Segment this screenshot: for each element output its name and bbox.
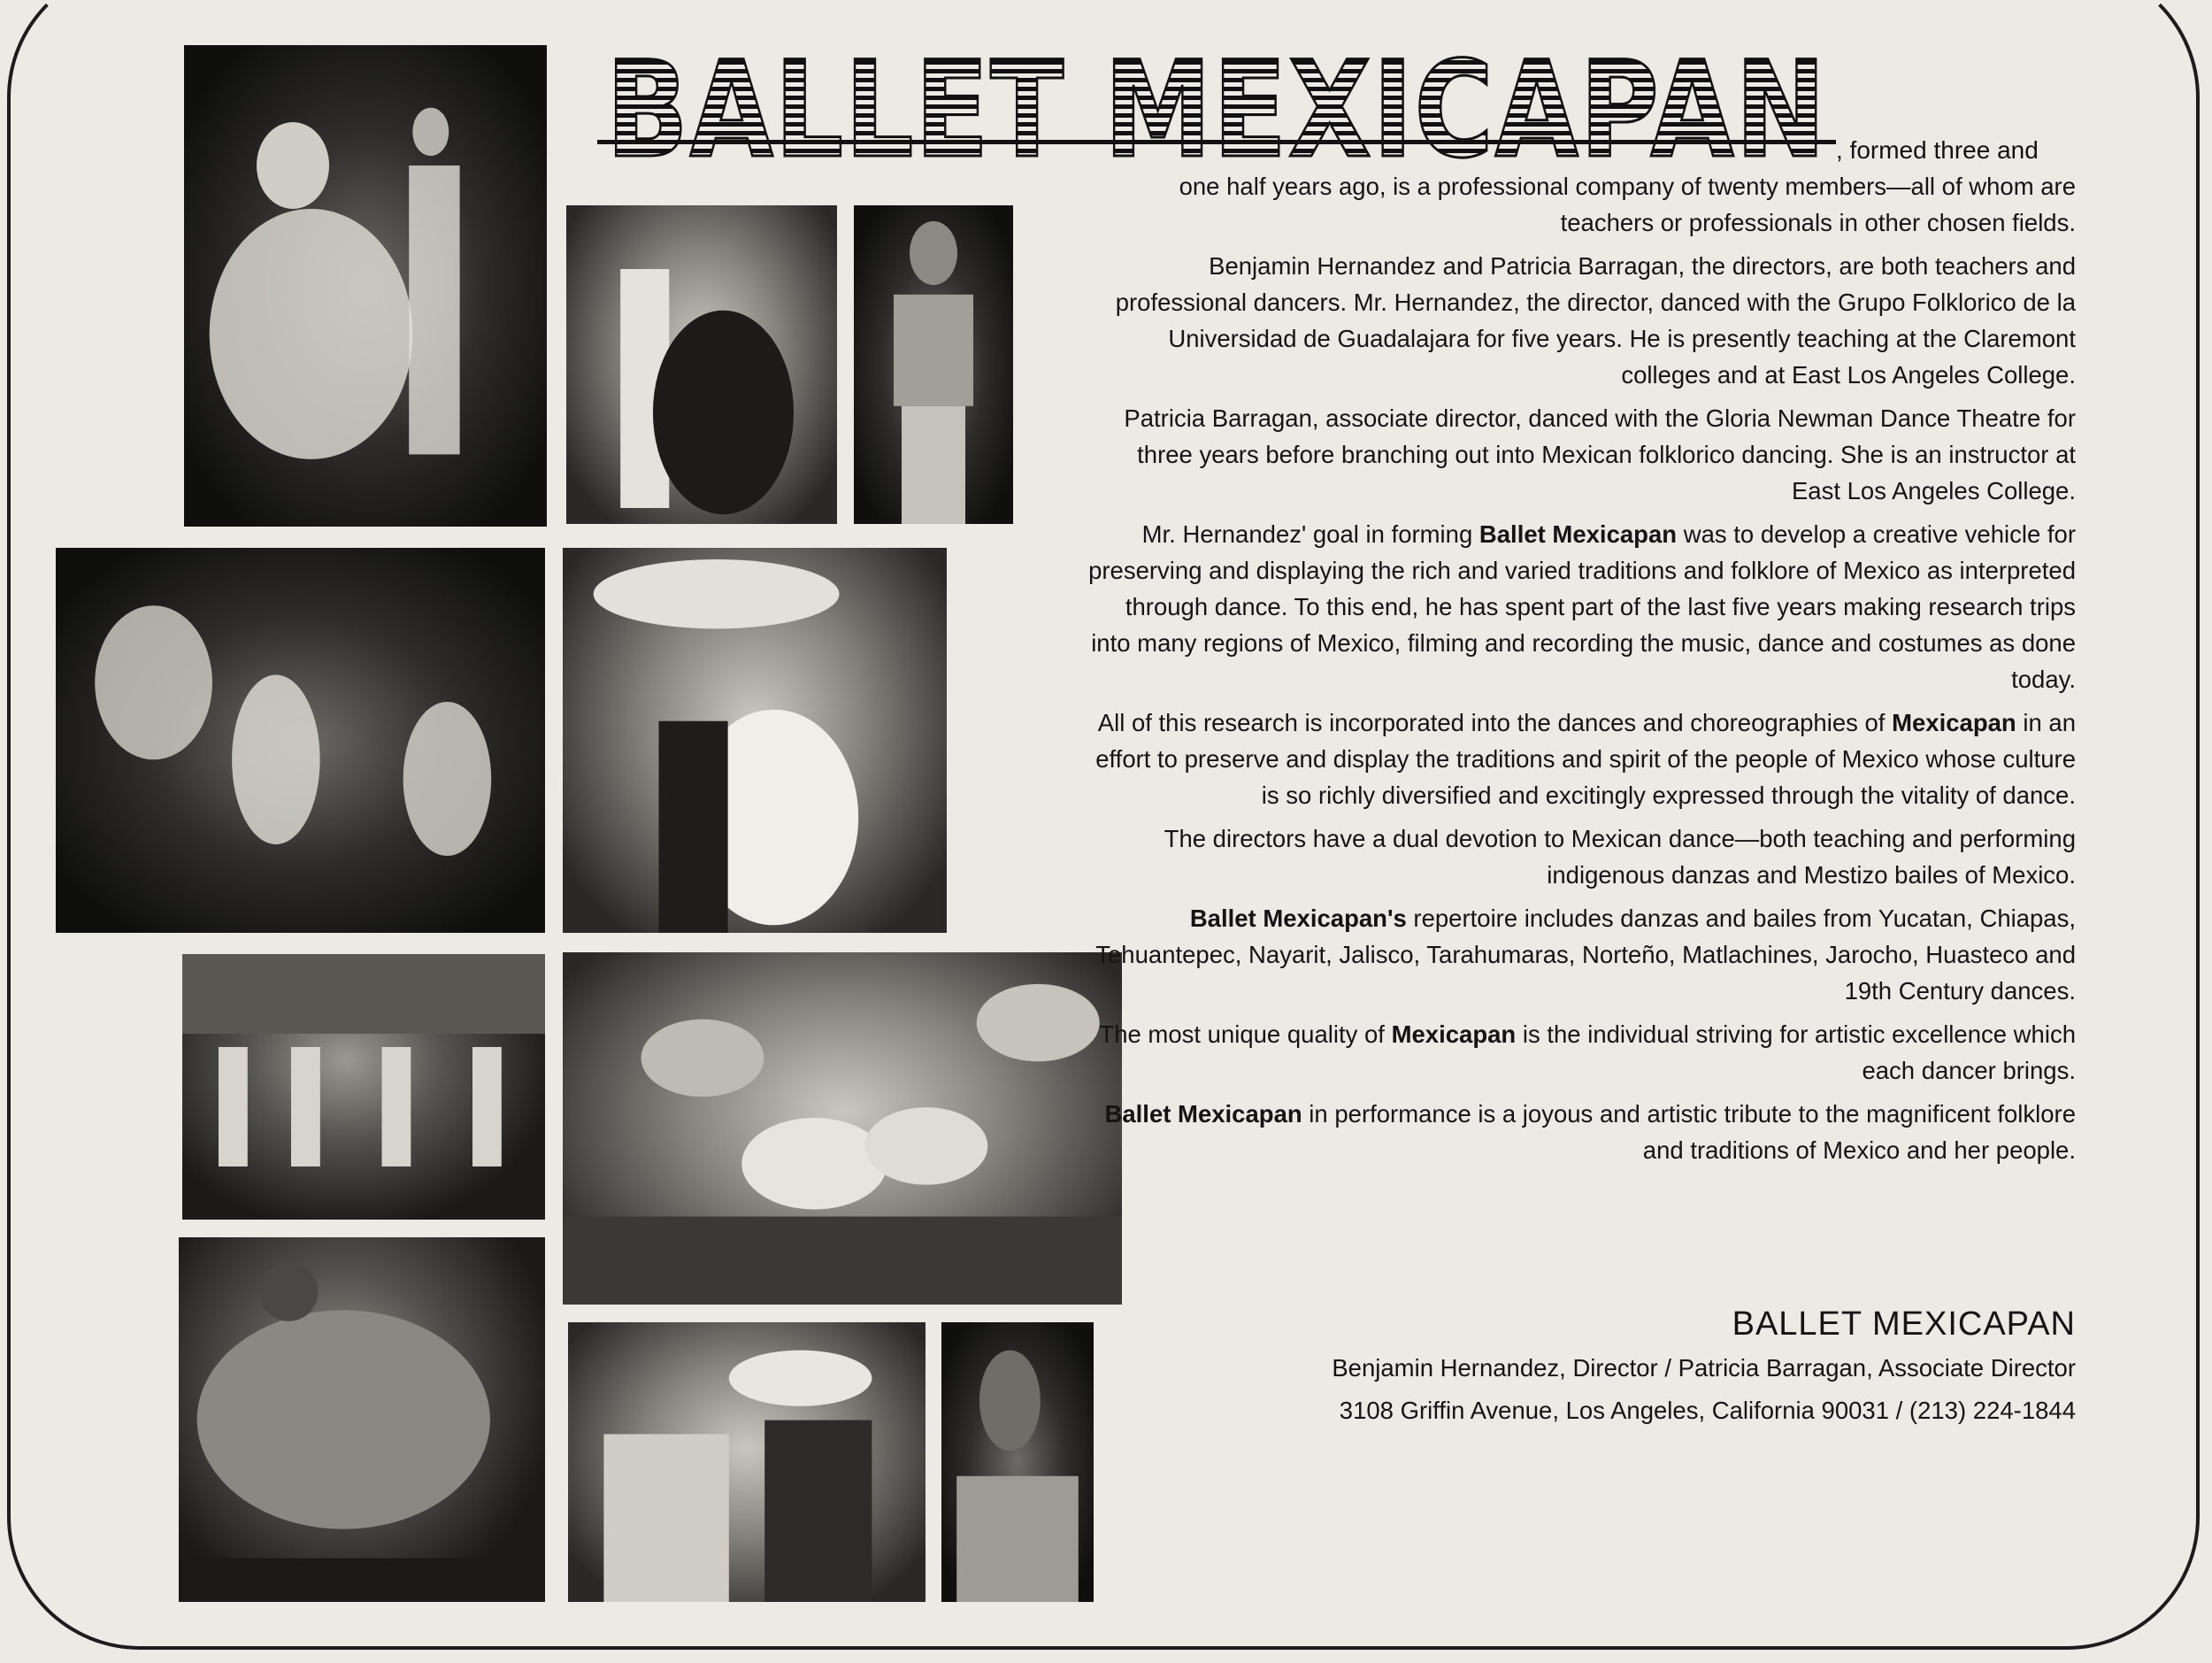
text-run: All of this research is incorporated into the dances and choreographies of [1097, 709, 1893, 736]
text-run: Mr. Hernandez' goal in forming [1141, 520, 1479, 548]
bold-company-name: Ballet Mexicapan's [1189, 905, 1407, 932]
logo-wordmark: BALLET MEXICAPAN [606, 42, 1827, 175]
photo-sombrero-couple [563, 548, 947, 933]
directors-line: Benjamin Hernandez, Director / Patricia Barragan, Associate Director [1332, 1354, 2076, 1382]
paragraph-directors: Benjamin Hernandez and Patricia Barragan, the directors, are both teachers and professional dancers. Mr. Hernandez, the director, danced with the Grupo Folklorico de la Universidad de Guadalajara for five years. He is presently teaching at the Claremont colleges and at East Los Angeles College. [1115, 252, 2076, 389]
paragraph-research [1087, 704, 2076, 813]
text-run: repertoire includes danzas and bailes from Yucatan, Chiapas, Tehuantepec, Nayarit, Jalisco, Tarahumaras, Norteño, Matlachines, Jarocho, Huasteco and 19th Century dances. [1095, 905, 2076, 1005]
paragraph-goal [1087, 516, 2076, 697]
ballet-mexicapan-logo [597, 42, 1836, 175]
paragraph-devotion: The directors have a dual devotion to Mexican dance—both teaching and performing indigenous danzas and Mestizo bailes of Mexico. [1164, 825, 2076, 889]
photo-rehearsal [182, 954, 545, 1220]
photo-stage-group [56, 548, 545, 933]
company-name: BALLET MEXICAPAN [1732, 1305, 2076, 1343]
contact-footer [1087, 1301, 2076, 1432]
photo-smiling-dancers [563, 952, 1122, 1305]
bold-company-name: Mexicapan [1892, 709, 2016, 736]
text-run: The most unique quality of [1099, 1020, 1392, 1048]
address-line: 3108 Griffin Avenue, Los Angeles, California 90031 / (213) 224-1844 [1339, 1397, 2076, 1424]
paragraph-quality [1087, 1016, 2076, 1089]
photo-charro-couple [568, 1322, 926, 1602]
paragraph-tribute [1087, 1096, 2076, 1168]
text-run: in an effort to preserve and display the traditions and spirit of the people of Mexico whose culture is so richly diversified and excitingly expressed through the vitality of dance. [1095, 709, 2076, 809]
photo-portrait-dancer [941, 1322, 1094, 1602]
photo-pair-dance [566, 205, 837, 524]
photo-male-dancer [854, 205, 1013, 524]
photo-couple-dancing [184, 45, 547, 527]
bold-company-name: Ballet Mexicapan [1479, 520, 1678, 548]
paragraph-intro: one half years ago, is a professional company of twenty members—all of whom are teachers or professionals in other chosen fields. [1179, 173, 2076, 236]
photo-skirt-twirl [179, 1237, 545, 1602]
paragraph-associate-director: Patricia Barragan, associate director, danced with the Gloria Newman Dance Theatre for three years before branching out into Mexican folklorico dancing. She is an instructor at East Los Angeles College. [1124, 404, 2076, 504]
text-run: was to develop a creative vehicle for preserving and displaying the rich and varied traditions and folklore of Mexico as interpreted through dance. To this end, he has spent part of the last five years making research trips into many regions of Mexico, filming and recording the music, dance and costumes as done today. [1088, 520, 2076, 693]
lead-tail: , formed three and [1836, 136, 2039, 164]
paragraph-repertoire [1087, 900, 2076, 1009]
body-text [1087, 168, 2076, 1175]
text-run: in performance is a joyous and artistic tribute to the magnificent folklore and traditions of Mexico and her people. [1302, 1100, 2076, 1164]
bold-company-name: Mexicapan [1391, 1020, 1517, 1048]
bold-company-name: Ballet Mexicapan [1104, 1100, 1302, 1128]
text-run: is the individual striving for artistic excellence which each dancer brings. [1516, 1020, 2076, 1084]
